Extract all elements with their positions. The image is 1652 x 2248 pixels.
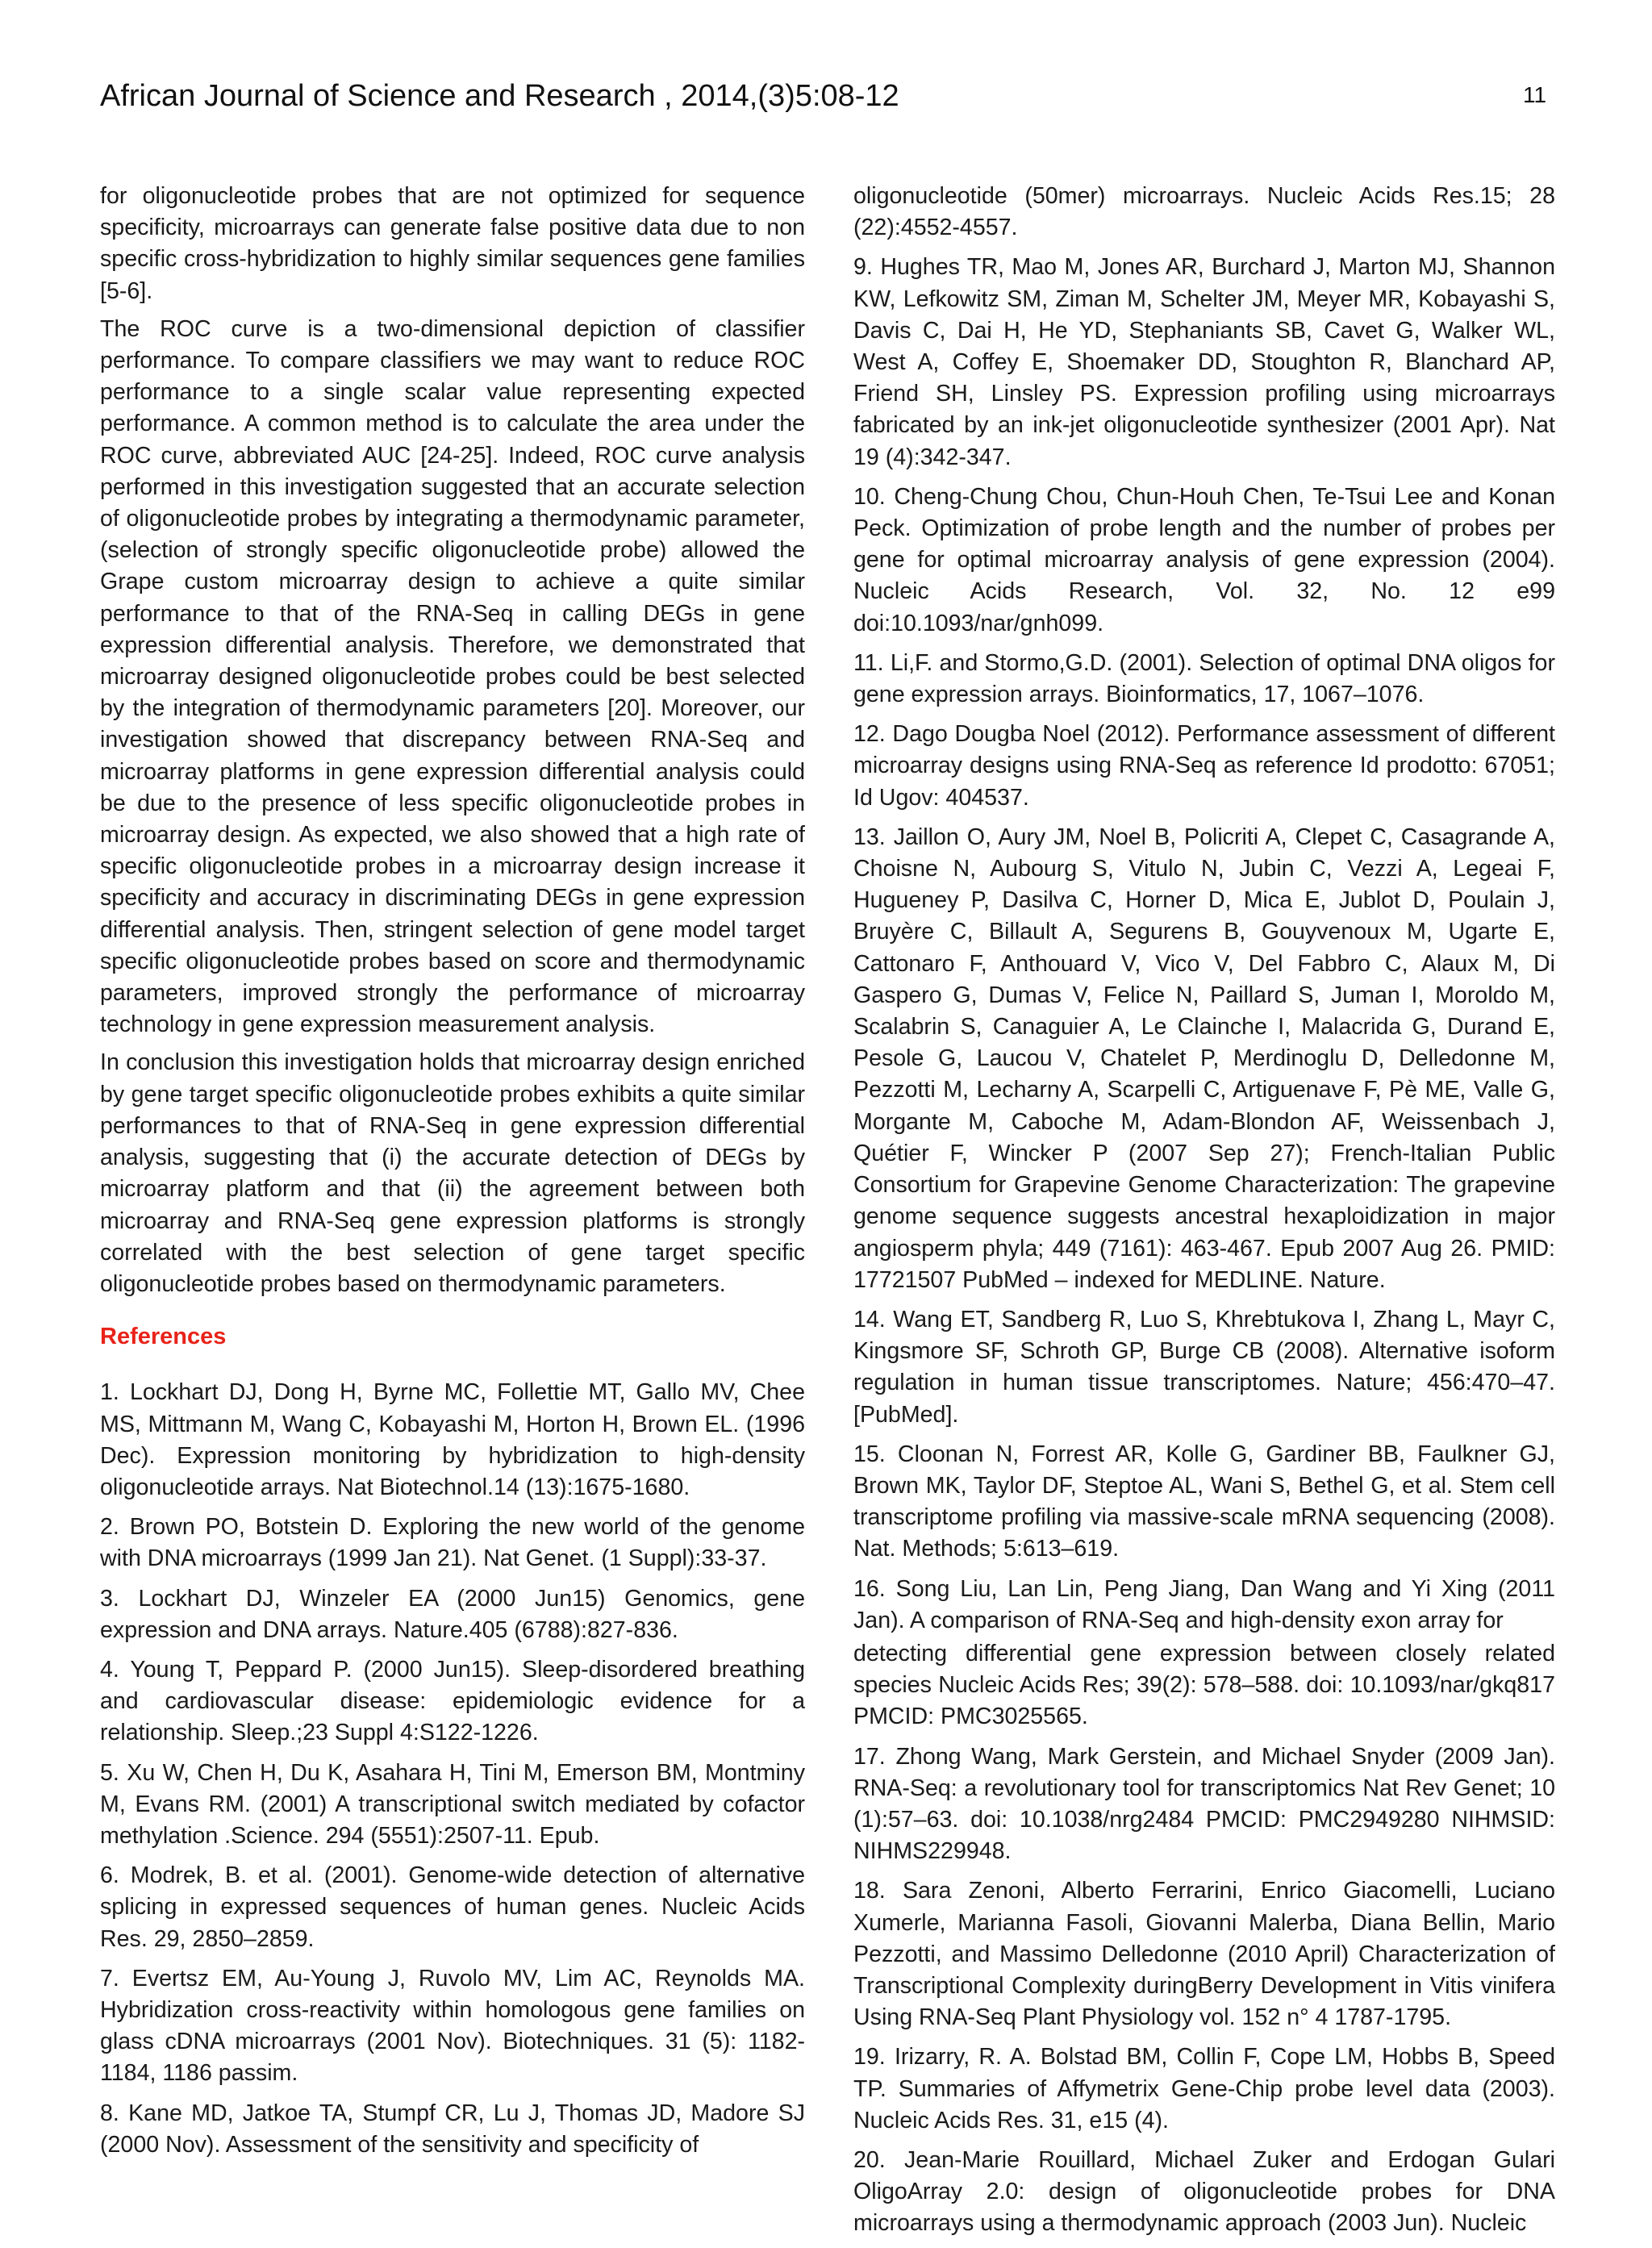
reference-item: 8. Kane MD, Jatkoe TA, Stumpf CR, Lu J, Thomas JD, Madore SJ (2000 Nov). Assessment of the sensitivity and specificity of [100, 2100, 805, 2158]
reference-item: 18. Sara Zenoni, Alberto Ferrarini, Enrico Giacomelli, Luciano Xumerle, Marianna Fasoli, Giovanni Malerba, Diana Bellin, Mario Pezzotti, and Massimo Delledonne (2010 April) Characterization of Transcriptional Complexity duringBerry Development in Vitis vinifera Using RNA-Seq Plant Physiology vol. 152 n° 4 1787-1795. [853, 1878, 1555, 2031]
reference-item: 10. Cheng-Chung Chou, Chun-Houh Chen, Te-Tsui Lee and Konan Peck. Optimization of probe length and the number of probes per gene for optimal microarray analysis of gene expression (2004). Nucleic Acids Research, Vol. 32, No. 12 e99 doi:10.1093/nar/gnh099. [853, 483, 1555, 636]
page-number: 11 [1523, 82, 1547, 107]
reference-item: 14. Wang ET, Sandberg R, Luo S, Khrebtukova I, Zhang L, Mayr C, Kingsmore SF, Schroth GP, Burge CB (2008). Alternative isoform regulation in human tissue transcriptomes. Nature; 456:470–47. [PubMed]. [853, 1306, 1555, 1428]
reference-item: 16. Song Liu, Lan Lin, Peng Jiang, Dan Wang and Yi Xing (2011 Jan). A comparison of RNA-Seq and high-density exon array for [853, 1575, 1555, 1633]
reference-item: oligonucleotide (50mer) microarrays. Nucleic Acids Res.15; 28 (22):4552-4557. [853, 183, 1555, 241]
references-heading: References [100, 1324, 227, 1350]
reference-item: 17. Zhong Wang, Mark Gerstein, and Michael Snyder (2009 Jan). RNA-Seq: a revolutionary tool for transcriptomics Nat Rev Genet; 10 (1):57–63. doi: 10.1038/nrg2484 PMCID: PMC2949280 NIHMSID: NIHMS229948. [853, 1743, 1555, 1865]
right-column [853, 181, 1555, 2248]
reference-item: 3. Lockhart DJ, Winzeler EA (2000 Jun15) Genomics, gene expression and DNA arrays. Nature.405 (6788):827-836. [100, 1585, 805, 1643]
reference-item: 6. Modrek, B. et al. (2001). Genome-wide detection of alternative splicing in expressed sequences of human genes. Nucleic Acids Res. 29, 2850–2859. [100, 1862, 805, 1952]
reference-item-continuation: detecting differential gene expression between closely related species Nucleic Acids Res; 39(2): 578–588. doi: 10.1093/nar/gkq817 PMCID: PMC3025565. [853, 1640, 1555, 1730]
reference-item: 19. Irizarry, R. A. Bolstad BM, Collin F, Cope LM, Hobbs B, Speed TP. Summaries of Affymetrix Gene-Chip probe level data (2003). Nucleic Acids Res. 31, e15 (4). [853, 2044, 1555, 2133]
reference-item: 12. Dago Dougba Noel (2012). Performance assessment of different microarray designs using RNA-Seq as reference Id prodotto: 67051; Id Ugov: 404537. [853, 721, 1555, 811]
reference-item: 9. Hughes TR, Mao M, Jones AR, Burchard J, Marton MJ, Shannon KW, Lefkowitz SM, Ziman M, Schelter JM, Meyer MR, Kobayashi S, Davis C, Dai H, He YD, Stephaniants SB, Cavet G, Walker WL, West A, Coffey E, Shoemaker DD, Stoughton R, Blanchard AP, Friend SH, Linsley PS. Expression profiling using microarrays fabricated by an ink-jet oligonucleotide synthesizer (2001 Apr). Nat 19 (4):342-347. [853, 254, 1555, 470]
reference-item: 5. Xu W, Chen H, Du K, Asahara H, Tini M, Emerson BM, Montminy M, Evans RM. (2001) A transcriptional switch mediated by cofactor methylation .Science. 294 (5551):2507-11. Epub. [100, 1759, 805, 1849]
journal-running-head: African Journal of Science and Research , 2014,(3)5:08-12 [100, 79, 899, 113]
reference-item: 2. Brown PO, Botstein D. Exploring the new world of the genome with DNA microarrays (1999 Jan 21). Nat Genet. (1 Suppl):33-37. [100, 1514, 805, 1572]
reference-item: 11. Li,F. and Stormo,G.D. (2001). Selection of optimal DNA oligos for gene expression arrays. Bioinformatics, 17, 1067–1076. [853, 649, 1555, 708]
body-paragraph: for oligonucleotide probes that are not optimized for sequence specificity, microarrays can generate false positive data due to non specific cross-hybridization to highly similar sequences gene families [5-6]. [100, 183, 805, 304]
reference-item: 1. Lockhart DJ, Dong H, Byrne MC, Follettie MT, Gallo MV, Chee MS, Mittmann M, Wang C, Kobayashi M, Horton H, Brown EL. (1996 Dec). Expression monitoring by hybridization to high-density oligonucleotide arrays. Nat Biotechnol.14 (13):1675-1680. [100, 1379, 805, 1500]
reference-item: 4. Young T, Peppard P. (2000 Jun15). Sleep-disordered breathing and cardiovascular disease: epidemiologic evidence for a relationship. Sleep.;23 Suppl 4:S122-1226. [100, 1656, 805, 1746]
reference-item: 13. Jaillon O, Aury JM, Noel B, Policriti A, Clepet C, Casagrande A, Choisne N, Aubourg S, Vitulo N, Jubin C, Vezzi A, Legeai F, Hugueney P, Dasilva C, Horner D, Mica E, Jublot D, Poulain J, Bruyère C, Billault A, Segurens B, Gouyvenoux M, Ugarte E, Cattonaro F, Anthouard V, Vico V, Del Fabbro C, Alaux M, Di Gaspero G, Dumas V, Felice N, Paillard S, Juman I, Moroldo M, Scalabrin S, Canaguier A, Le Clainche I, Malacrida G, Durand E, Pesole G, Laucou V, Chatelet P, Merdinoglu D, Delledonne M, Pezzotti M, Lecharny A, Scarpelli C, Artiguenave F, Pè ME, Valle G, Morgante M, Caboche M, Adam-Blondon AF, Weissenbach J, Quétier F, Wincker P (2007 Sep 27); French-Italian Public Consortium for Grapevine Genome Characterization: The grapevine genome sequence suggests ancestral hexaploidization in major angiosperm phyla; 449 (7161): 463-467. Epub 2007 Aug 26. PMID: 17721507 PubMed – indexed for MEDLINE. Nature. [853, 824, 1555, 1293]
reference-item: 20. Jean-Marie Rouillard, Michael Zuker and Erdogan Gulari OligoArray 2.0: design of oligonucleotide probes for DNA microarrays using a thermodynamic approach (2003 Jun). Nucleic [853, 2146, 1555, 2237]
left-column [100, 181, 805, 2169]
body-paragraph: The ROC curve is a two-dimensional depiction of classifier performance. To compare classifiers we may want to reduce ROC performance to a single scalar value representing expected performance. A common method is to calculate the area under the ROC curve, abbreviated AUC [24-25]. Indeed, ROC curve analysis performed in this investigation suggested that an accurate selection of oligonucleotide probes by integrating a thermodynamic parameter, (selection of strongly specific oligonucleotide probe) allowed the Grape custom microarray design to achieve a quite similar performance to that of the RNA-Seq in calling DEGs in gene expression differential analysis. Therefore, we demonstrated that microarray designed oligonucleotide probes could be best selected by the integration of thermodynamic parameters [20]. Moreover, our investigation showed that discrepancy between RNA-Seq and microarray platforms in gene expression differential analysis could be due to the presence of less specific oligonucleotide probes in microarray design. As expected, we also showed that a high rate of specific oligonucleotide probes in a microarray design increase it specificity and accuracy in discriminating DEGs in gene expression differential analysis. Then, stringent selection of gene model target specific oligonucleotide probes based on score and thermodynamic parameters, improved strongly the performance of microarray technology in gene expression measurement analysis. [100, 315, 805, 1038]
reference-item: 15. Cloonan N, Forrest AR, Kolle G, Gardiner BB, Faulkner GJ, Brown MK, Taylor DF, Steptoe AL, Wani S, Bethel G, et al. Stem cell transcriptome profiling via massive-scale mRNA sequencing (2008). Nat. Methods; 5:613–619. [853, 1441, 1555, 1562]
body-paragraph: In conclusion this investigation holds that microarray design enriched by gene target specific oligonucleotide probes exhibits a quite similar performances to that of RNA-Seq in gene expression differential analysis, suggesting that (i) the accurate detection of DEGs by microarray platform and that (ii) the agreement between both microarray and RNA-Seq gene expression platforms is strongly correlated with the best selection of gene target specific oligonucleotide probes based on thermodynamic parameters. [100, 1049, 805, 1297]
reference-item: 7. Evertsz EM, Au-Young J, Ruvolo MV, Lim AC, Reynolds MA. Hybridization cross-reactivity within homologous gene families on glass cDNA microarrays (2001 Nov). Biotechniques. 31 (5): 1182-1184, 1186 passim. [100, 1965, 805, 2087]
